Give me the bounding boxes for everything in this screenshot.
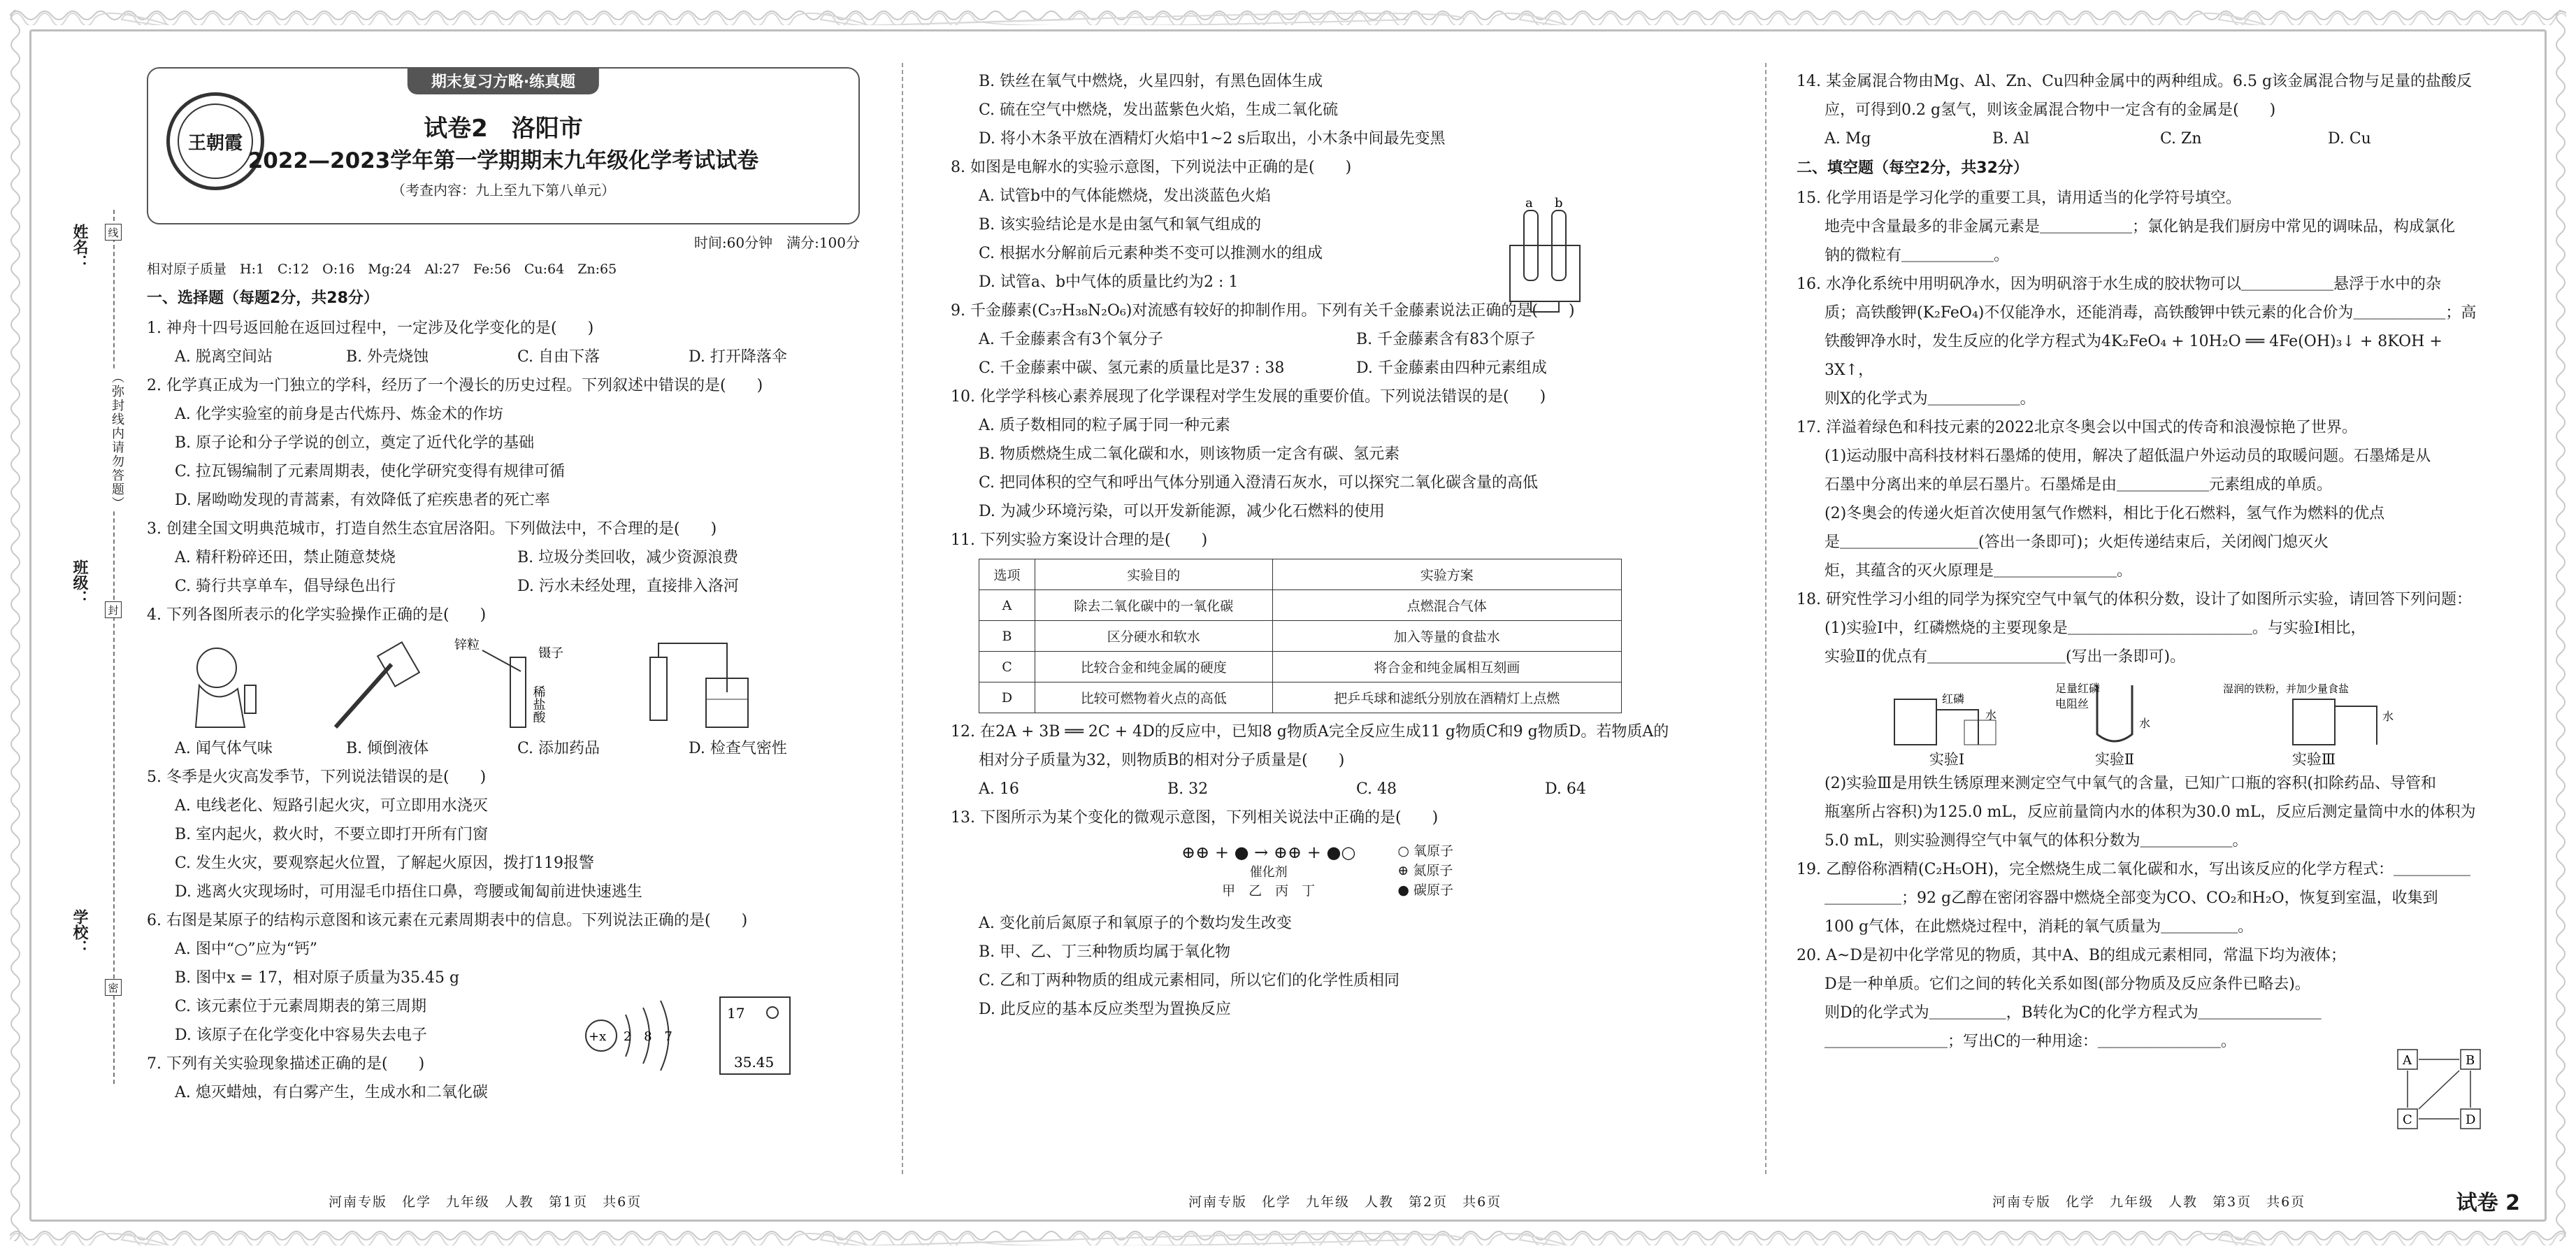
- question-stem: 18. 研究性学习小组的同学为探究空气中氧气的体积分数，设计了如图所示实验，请回答下列问题：: [1797, 591, 2472, 608]
- question-line: A. 试管b中的气体能燃烧，发出淡蓝色火焰: [979, 187, 1271, 205]
- table-header: 选项: [979, 559, 1035, 590]
- exam-header: [147, 67, 860, 224]
- exam-subtitle: 2022—2023学年第一学期期末九年级化学考试试卷: [247, 148, 759, 173]
- question-line: 是＿＿＿＿＿＿＿＿＿(答出一条即可)；火炬传递结束后，关闭阀门熄灭火: [1825, 534, 2329, 551]
- logo-text: 王朝霞: [178, 103, 253, 179]
- node-A: A: [2403, 1053, 2412, 1068]
- experiment-2-label: 实验Ⅱ: [2094, 751, 2135, 768]
- question-line: B. 该实验结论是水是由氢气和氧气组成的: [979, 216, 1262, 234]
- question-line: A. 变化前后氮原子和氧原子的个数均发生改变: [979, 915, 1292, 932]
- oxygen-experiment-figures: [1797, 671, 2496, 769]
- option: B. 倾倒液体: [346, 740, 429, 757]
- question-line: (1)运动服中高科技材料石墨烯的使用，解决了超低温户外运动员的取暖问题。石墨烯是从: [1825, 448, 2431, 465]
- question-stem: 7. 下列有关实验现象描述正确的是( ): [147, 1055, 425, 1073]
- node-D: D: [2466, 1113, 2476, 1127]
- option: C. 自由下落: [517, 348, 600, 366]
- option: D. 打开降落伞: [689, 348, 787, 366]
- question-line: B. 原子论和分子学说的创立，奠定了近代化学的基础: [175, 434, 535, 452]
- species-names: 甲 乙 丙 丁: [1222, 882, 1316, 899]
- question-line: 相对分子质量为32，则物质B的相对分子质量是( ): [979, 752, 1345, 769]
- option: B. 千金藤素含有83个原子: [1356, 331, 1536, 348]
- question-line: (2)冬奥会的传递火炬首次使用氢气作燃料，相比于化石燃料，氢气作为燃料的优点: [1825, 505, 2385, 522]
- question-line: B. 图中x = 17，相对原子质量为35.45 g: [175, 969, 460, 987]
- legend-item: ● 碳原子: [1397, 882, 1453, 898]
- question-line: D. 此反应的基本反应类型为置换反应: [979, 1001, 1231, 1018]
- atomic-masses: 相对原子质量 H:1 C:12 O:16 Mg:24 Al:27 Fe:56 Cu:64 Zn:65: [147, 262, 617, 277]
- iron-powder-label: 湿润的铁粉，并加少量食盐: [2223, 682, 2350, 695]
- question-line: 则D的化学式为＿＿＿＿＿，B转化为C的化学方程式为＿＿＿＿＿＿＿＿: [1825, 1004, 2322, 1022]
- wire-label: 电阻丝: [2055, 697, 2089, 710]
- question-line: A. 电线老化、短路引起火灾，可立即用水浇灭: [175, 797, 488, 815]
- water-label: 水: [1985, 708, 1997, 722]
- option-row: [147, 734, 860, 763]
- question-line: B. 铁丝在氧气中燃烧，火星四射，有黑色固体生成: [979, 73, 1323, 90]
- page-footer: 河南专版 化学 九年级 人教 第3页 共6页: [1992, 1194, 2306, 1210]
- option: D. 64: [1545, 780, 1586, 798]
- question-line: D. 屠呦呦发现的青蒿素，有效降低了疟疾患者的死亡率: [175, 492, 550, 509]
- table-cell: 点燃混合气体: [1272, 590, 1621, 621]
- question-stem: 12. 在2A + 3B ══ 2C + 4D的反应中，已知8 g物质A完全反应生成11 g物质C和9 g物质D。若物质A的: [951, 723, 1669, 741]
- question-stem: 3. 创建全国文明典范城市，打造自然生态宜居洛阳。下列做法中，不合理的是( ): [147, 520, 717, 538]
- question-line: C. 发生火灾，要观察起火位置，了解起火原因，拨打119报警: [175, 855, 595, 872]
- question-line: B. 物质燃烧生成二氧化碳和水，则该物质一定含有碳、氢元素: [979, 445, 1400, 463]
- reaction-legend: [1397, 841, 1453, 900]
- page-footer: 河南专版 化学 九年级 人教 第1页 共6页: [329, 1194, 642, 1210]
- option: C. Zn: [2160, 130, 2202, 148]
- option: B. 垃圾分类回收，减少资源浪费: [517, 549, 739, 566]
- option: D. 千金藤素由四种元素组成: [1356, 359, 1547, 377]
- questions-list: [951, 67, 1734, 1024]
- option: A. 千金藤素含有3个氧分子: [979, 331, 1163, 348]
- question-line: A. 图中“○”应为“钙”: [175, 941, 318, 958]
- question-line: A. 质子数相同的粒子属于同一种元素: [979, 417, 1230, 434]
- tube-a-label: a: [1525, 196, 1533, 210]
- table-row: [979, 652, 1622, 682]
- question-stem: 16. 水净化系统中用明矾净水，因为明矾溶于水生成的胶状物可以＿＿＿＿＿＿悬浮于水中的杂: [1797, 276, 2441, 293]
- question-stem: 13. 下图所示为某个变化的微观示意图，下列相关说法中正确的是( ): [951, 809, 1439, 827]
- question-line: C. 硫在空气中燃烧，发出蓝紫色火焰，生成二氧化硫: [979, 101, 1339, 119]
- option: C. 48: [1356, 780, 1397, 798]
- exam-meta: 时间:60分钟 满分:100分: [693, 234, 860, 251]
- section-heading: 二、填空题（每空2分，共32分）: [1797, 159, 2029, 177]
- table-header: 实验方案: [1272, 559, 1621, 590]
- atom-structure-figure: [573, 976, 804, 1095]
- option: D. 污水未经处理，直接排入洛河: [517, 578, 739, 595]
- questions-list: [1797, 67, 2496, 1056]
- column-divider: [1765, 63, 1766, 1174]
- question-line: C. 根据水分解前后元素种类不变可以推测水的组成: [979, 245, 1323, 262]
- question-line: 应，可得到0.2 g氢气，则该金属混合物中一定含有的金属是( ): [1825, 101, 2276, 119]
- table-cell: 比较合金和纯金属的硬度: [1035, 652, 1272, 682]
- question-line: 石墨中分离出来的单层石墨片。石墨烯是由＿＿＿＿＿＿元素组成的单质。: [1825, 476, 2333, 494]
- question-line: 实验Ⅱ的优点有＿＿＿＿＿＿＿＿＿(写出一条即可)。: [1825, 648, 2186, 666]
- class-label: 班级：: [71, 559, 88, 606]
- column-divider: [902, 63, 903, 1174]
- catalyst-label: 催化剂: [1249, 864, 1288, 880]
- question-line: ＿＿＿＿＿＿＿＿；写出C的一种用途：＿＿＿＿＿＿＿＿。: [1825, 1033, 2236, 1050]
- conversion-diagram: [2391, 1043, 2489, 1134]
- table-cell: 将合金和纯金属相互刻画: [1272, 652, 1621, 682]
- question-stem: 1. 神舟十四号返回舱在返回过程中，一定涉及化学变化的是( ): [147, 320, 594, 337]
- page-footer: 河南专版 化学 九年级 人教 第2页 共6页: [1188, 1194, 1502, 1210]
- option: C. 千金藤素中碳、氢元素的质量比是37 : 38: [979, 359, 1285, 377]
- question-line: C. 拉瓦锡编制了元素周期表，使化学研究变得有规律可循: [175, 463, 566, 480]
- question-line: D. 试管a、b中气体的质量比约为2 : 1: [979, 273, 1239, 291]
- border-wave-right: [2551, 10, 2570, 1241]
- option-row: [147, 543, 860, 572]
- option-row: [147, 572, 860, 601]
- border-wave-top: [10, 6, 2566, 25]
- table-cell: 区分硬水和软水: [1035, 621, 1272, 652]
- question-line: 铁酸钾净水时，发生反应的化学方程式为4K₂FeO₄ + 10H₂O ══ 4Fe(OH)₃↓ + 8KOH + 3X↑，: [1825, 333, 2442, 379]
- acid-label: 稀盐酸: [531, 685, 546, 723]
- question-line: D. 该原子在化学变化中容易失去电子: [175, 1027, 427, 1044]
- option: C. 添加药品: [517, 740, 600, 757]
- question-line: C. 把同体积的空气和呼出气体分别通入澄清石灰水，可以探究二氧化碳含量的高低: [979, 474, 1539, 492]
- smell-gas-figure: [175, 636, 280, 734]
- zinc-label: 锌粒: [454, 638, 480, 652]
- question-line: C. 乙和丁两种物质的组成元素相同，所以它们的化学性质相同: [979, 972, 1400, 989]
- option: B. 外壳烧蚀: [346, 348, 429, 366]
- question-line: 则X的化学式为＿＿＿＿＿＿。: [1825, 390, 2036, 408]
- question-stem: 11. 下列实验方案设计合理的是( ): [951, 531, 1208, 549]
- experiment-1-label: 实验Ⅰ: [1929, 751, 1965, 768]
- option: A. 脱离空间站: [175, 348, 273, 366]
- electrolysis-figure: [1496, 196, 1594, 315]
- table-cell: 把乒乓球和滤纸分别放在酒精灯上点燃: [1272, 682, 1621, 713]
- water-label-3: 水: [2382, 710, 2394, 723]
- question-line: 瓶塞所占容积)为125.0 mL，反应前量筒内水的体积为30.0 mL，反应后测定量筒中水的体积为: [1825, 803, 2476, 821]
- reaction-micro-figure: [951, 832, 1734, 909]
- phosphorus-label-2: 足量红磷: [2055, 682, 2101, 695]
- option: A. 16: [979, 780, 1019, 798]
- question-line: D是一种单质。它们之间的转化关系如图(部分物质及反应条件已略去)。: [1825, 975, 2310, 993]
- question-line: B. 甲、乙、丁三种物质均属于氧化物: [979, 943, 1231, 961]
- nucleus-label: +x: [589, 1029, 607, 1044]
- school-label: 学校：: [71, 909, 88, 955]
- question-stem: 5. 冬季是火灾高发季节，下列说法错误的是( ): [147, 769, 487, 786]
- exam-scope: （考查内容：九上至九下第八单元）: [391, 182, 615, 199]
- tongs-label: 镊子: [538, 646, 563, 661]
- question-line: ＿＿＿＿＿；92 g乙醇在密闭容器中燃烧全部变为CO、CO₂和H₂O，恢复到室温，收集到: [1825, 889, 2438, 907]
- paper-tag: 试卷 2: [2456, 1191, 2520, 1215]
- question-stem: 10. 化学学科核心素养展现了化学课程对学生发展的重要价值。下列说法错误的是( ): [951, 388, 1546, 406]
- question-line: 地壳中含量最多的非金属元素是＿＿＿＿＿＿；氯化钠是我们厨房中常见的调味品，构成氯化: [1825, 218, 2456, 236]
- question-stem: 4. 下列各图所表示的化学实验操作正确的是( ): [147, 606, 487, 624]
- question-line: D. 将小木条平放在酒精灯火焰中1~2 s后取出，小木条中间最先变黑: [979, 130, 1446, 148]
- question-stem: 2. 化学真正成为一门独立的学科，经历了一个漫长的历史过程。下列叙述中错误的是( ): [147, 377, 763, 394]
- question-line: 质；高铁酸钾(K₂FeO₄)不仅能净水，还能消毒，高铁酸钾中铁元素的化合价为＿＿＿＿＿＿；高: [1825, 304, 2477, 322]
- option: A. 闻气体气味: [175, 740, 273, 757]
- table-cell: 加入等量的食盐水: [1272, 621, 1621, 652]
- red-phosphorus-label: 红磷: [1942, 692, 1965, 706]
- experiment-1: [1887, 678, 2006, 769]
- question-stem: 14. 某金属混合物由Mg、Al、Zn、Cu四种金属中的两种组成。6.5 g该金属混合物与足量的盐酸反: [1797, 73, 2473, 90]
- seal-mi: 密: [105, 979, 122, 996]
- binding-sidebar: [63, 210, 124, 1084]
- table-cell: D: [979, 682, 1035, 713]
- legend-item: ○ 氧原子: [1397, 843, 1453, 859]
- table-cell: A: [979, 590, 1035, 621]
- airtight-check-figure: [622, 636, 762, 734]
- border-wave-left: [6, 10, 25, 1241]
- question-stem: 17. 洋溢着绿色和科技元素的2022北京冬奥会以中国式的传奇和浪漫惊艳了世界。: [1797, 419, 2357, 436]
- table-row: [979, 590, 1622, 621]
- option-row: [951, 325, 1734, 354]
- question-stem: 20. A~D是初中化学常见的物质，其中A、B的组成元素相同，常温下均为液体；: [1797, 947, 2346, 964]
- legend-item: ⊕ 氮原子: [1397, 863, 1453, 878]
- reaction-diagram: ⊕⊕ + ● → ⊕⊕ + ●○ 催化剂 甲 乙 丙 丁: [1181, 842, 1356, 899]
- border-wave-bottom: [10, 1226, 2566, 1245]
- column-3: [1797, 67, 2496, 1184]
- tube-b-label: b: [1555, 196, 1563, 210]
- water-label-2: 水: [2139, 717, 2151, 730]
- option: D. 检查气密性: [689, 740, 787, 757]
- question-line: C. 该元素位于元素周期表的第三周期: [175, 998, 427, 1015]
- option: D. Cu: [2328, 130, 2371, 148]
- option-row: [951, 354, 1734, 383]
- question-line: A. 熄灭蜡烛，有白雾产生，生成水和二氧化碳: [175, 1084, 488, 1101]
- experiment-table: [979, 559, 1622, 713]
- table-cell: 除去二氧化碳中的一氧化碳: [1035, 590, 1272, 621]
- seal-feng: 封: [105, 601, 122, 618]
- question-line: (1)实验Ⅰ中，红磷燃烧的主要现象是＿＿＿＿＿＿＿＿＿＿＿＿。与实验Ⅰ相比，: [1825, 620, 2366, 637]
- option: B. Al: [1992, 130, 2030, 148]
- question-line: D. 为减少环境污染，可以开发新能源，减少化石燃料的使用: [979, 503, 1385, 520]
- shell-electrons: 2 8 7: [624, 1029, 677, 1044]
- column-2: [951, 67, 1734, 1184]
- experiment-3: [2223, 678, 2405, 769]
- section-heading: 一、选择题（每题2分，共28分）: [147, 289, 379, 307]
- question-4-figures: [147, 629, 860, 734]
- option: C. 骑行共享单车，倡导绿色出行: [175, 578, 396, 595]
- question-stem: 15. 化学用语是学习化学的重要工具，请用适当的化学符号填空。: [1797, 190, 2241, 207]
- question-line: (2)实验Ⅲ是用铁生锈原理来测定空气中氧气的含量，已知广口瓶的容积(扣除药品、导管和: [1825, 775, 2436, 792]
- question-line: 钠的微粒有＿＿＿＿＿＿。: [1825, 247, 2010, 264]
- pour-liquid-figure: [308, 636, 426, 734]
- question-line: B. 室内起火，救火时，不要立即打开所有门窗: [175, 826, 489, 843]
- question-line: 5.0 mL，则实验测得空气中氧气的体积分数为＿＿＿＿＿＿。: [1825, 832, 2248, 850]
- header-banner: 期末复习方略·练真题: [408, 67, 599, 94]
- table-header: 实验目的: [1035, 559, 1272, 590]
- question-stem: 9. 千金藤素(C₃₇H₃₈N₂O₆)对流感有较好的抑制作用。下列有关千金藤素说法正确的是( ): [951, 302, 1575, 320]
- table-cell: B: [979, 621, 1035, 652]
- question-stem: 19. 乙醇俗称酒精(C₂H₅OH)，完全燃烧生成二氧化碳和水，写出该反应的化学方程式：＿＿＿＿＿: [1797, 861, 2471, 878]
- element-mass: 35.45: [734, 1054, 775, 1071]
- table-cell: 比较可燃物着火点的高低: [1035, 682, 1272, 713]
- column-1: [147, 67, 860, 1184]
- table-header-row: [979, 559, 1622, 590]
- question-line: A. 化学实验室的前身是古代炼丹、炼金术的作坊: [175, 406, 503, 423]
- table-row: [979, 621, 1622, 652]
- option-row: [147, 343, 860, 371]
- exam-title: 试卷2 洛阳市: [424, 115, 583, 143]
- name-label: 姓名：: [71, 224, 88, 270]
- experiment-2: [2055, 678, 2174, 769]
- option-row: [1797, 124, 2496, 153]
- question-stem: 6. 右图是某原子的结构示意图和该元素在元素周期表中的信息。下列说法正确的是( ): [147, 912, 748, 929]
- option: B. 32: [1167, 780, 1209, 798]
- node-B: B: [2466, 1053, 2475, 1068]
- table-cell: C: [979, 652, 1035, 682]
- element-number: 17: [727, 1005, 745, 1022]
- option: A. Mg: [1825, 130, 1871, 148]
- question-line: D. 逃离火灾现场时，可用湿毛巾捂住口鼻，弯腰或匍匐前进快速逃生: [175, 883, 642, 901]
- option-row: [951, 775, 1734, 803]
- experiment-3-label: 实验Ⅲ: [2291, 751, 2336, 768]
- node-C: C: [2403, 1113, 2412, 1127]
- table-row: [979, 682, 1622, 713]
- question-line: 100 g气体，在此燃烧过程中，消耗的氧气质量为＿＿＿＿＿。: [1825, 918, 2254, 936]
- add-reagent-figure: [454, 636, 594, 734]
- question-stem: 8. 如图是电解水的实验示意图，下列说法中正确的是( ): [951, 159, 1352, 176]
- seal-note: （弥封线内请勿答题）: [108, 371, 126, 510]
- seal-line: 线: [105, 224, 122, 241]
- question-line: 炬，其蕴含的灭火原理是＿＿＿＿＿＿＿＿。: [1825, 562, 2133, 580]
- option: A. 精秆粉碎还田，禁止随意焚烧: [175, 549, 396, 566]
